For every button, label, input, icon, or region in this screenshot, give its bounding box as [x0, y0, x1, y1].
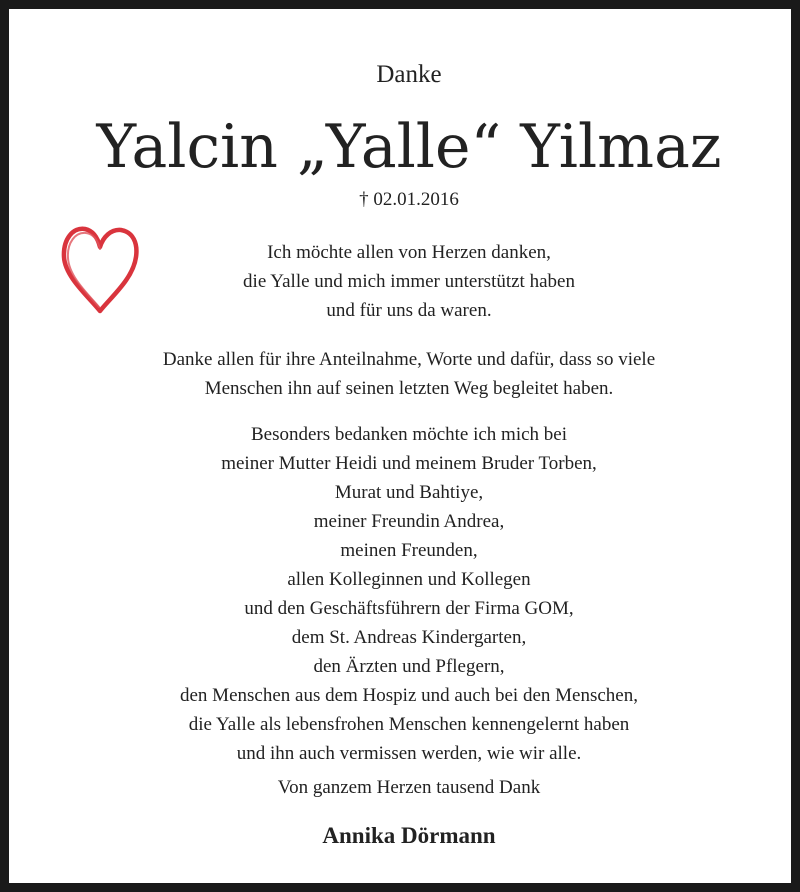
text-line: Menschen ihn auf seinen letzten Weg begleitet haben. [204, 378, 614, 399]
paragraph-special-thanks [9, 420, 800, 768]
deceased-name: Yalcin „Yalle“ Yilmaz [96, 112, 722, 182]
text-line: die Yalle und mich immer unterstützt haben [243, 271, 575, 292]
text-line: Ich möchte allen von Herzen danken, [267, 242, 551, 263]
signature: Annika Dörmann [322, 823, 496, 848]
text-line: Besonders bedanken möchte ich mich bei [250, 424, 568, 445]
text-line: allen Kolleginnen und Kollegen [287, 569, 531, 590]
text-line: den Ärzten und Pflegern, [313, 656, 505, 677]
text-line: Murat und Bahtiye, [334, 482, 484, 503]
heading: Danke [376, 61, 442, 88]
text-line: meiner Mutter Heidi und meinem Bruder Torben, [221, 453, 597, 474]
paragraph-thanks [9, 238, 800, 325]
death-date: † 02.01.2016 [359, 189, 459, 210]
text-line: und für uns da waren. [326, 300, 492, 321]
paragraph-condolences [9, 345, 800, 403]
text-line: und den Geschäftsführern der Firma GOM, [244, 598, 574, 619]
text-line: den Menschen aus dem Hospiz und auch bei den Menschen, [180, 685, 638, 706]
text-line: die Yalle als lebensfrohen Menschen kennengelernt haben [188, 714, 630, 735]
text-line: meiner Freundin Andrea, [313, 511, 505, 532]
closing-line: Von ganzem Herzen tausend Dank [277, 777, 541, 798]
text-line: Danke allen für ihre Anteilnahme, Worte und dafür, dass so viele [162, 349, 656, 370]
text-line: und ihn auch vermissen werden, wie wir alle. [236, 743, 582, 764]
text-line: dem St. Andreas Kindergarten, [291, 627, 527, 648]
text-line: meinen Freunden, [340, 540, 478, 561]
